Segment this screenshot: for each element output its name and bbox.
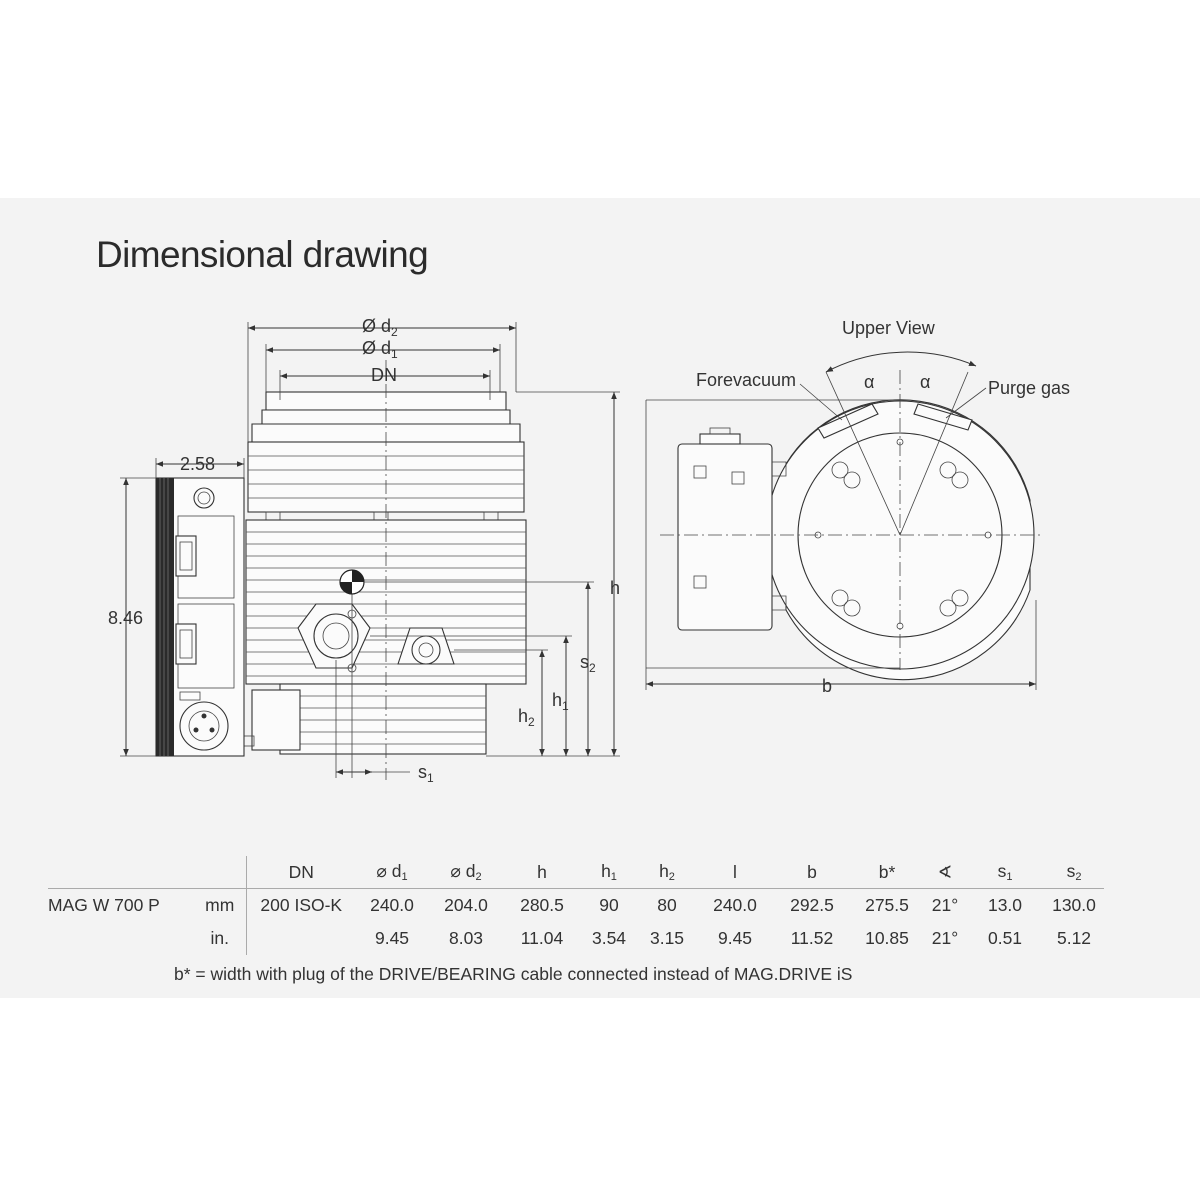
upper-housing xyxy=(248,442,524,512)
cell: 9.45 xyxy=(374,928,410,948)
cell: 292.5 xyxy=(790,895,834,915)
electronics-box-top xyxy=(678,444,772,630)
footnote: b* = width with plug of the DRIVE/BEARING cable connected instead of MAG.DRIVE iS xyxy=(174,964,853,984)
cell: 13.0 xyxy=(987,895,1023,915)
label-b: b xyxy=(822,676,833,696)
label-width-2-58: 2.58 xyxy=(180,454,216,474)
cell: 204.0 xyxy=(444,895,488,915)
cell: 11.52 xyxy=(790,928,834,948)
label-alpha-right: α xyxy=(920,372,931,392)
label-forevacuum: Forevacuum xyxy=(696,370,797,390)
header-s1: $s_1$ xyxy=(966,856,1044,889)
cell: 280.5 xyxy=(520,895,564,915)
model-name: MAG W 700 P xyxy=(48,895,160,915)
side-view xyxy=(108,316,620,785)
header-d1: ⌀ $d_1$ xyxy=(356,856,428,889)
label-h: h xyxy=(610,578,621,598)
dimensions-table xyxy=(48,856,1104,955)
header-l: l xyxy=(696,856,774,889)
label-s1: $s_1$ xyxy=(418,762,434,785)
header-h2: $h_2$ xyxy=(638,856,696,889)
label-alpha-left: α xyxy=(864,372,875,392)
label-phi-d2: Ø $d_2$ xyxy=(362,316,398,339)
label-phi-d1: Ø $d_1$ xyxy=(362,338,398,361)
table-row-in xyxy=(48,922,1104,955)
cell: 80 xyxy=(657,895,677,915)
cell: 8.03 xyxy=(448,928,484,948)
cell: 275.5 xyxy=(865,895,909,915)
label-upper-view: Upper View xyxy=(842,318,935,338)
page-title: Dimensional drawing xyxy=(96,234,429,275)
upper-view xyxy=(646,318,1070,696)
cell: 10.85 xyxy=(865,928,909,948)
header-dn: DN xyxy=(246,856,356,889)
table-row-mm xyxy=(48,889,1104,923)
cell: 21° xyxy=(931,895,959,915)
label-h2: $h_2$ xyxy=(518,706,535,729)
cell: 130.0 xyxy=(1052,895,1096,915)
header-d2: ⌀ $d_2$ xyxy=(428,856,504,889)
cell: 3.54 xyxy=(591,928,627,948)
cell: 240.0 xyxy=(370,895,414,915)
label-dn: DN xyxy=(371,365,397,385)
table-header-row xyxy=(48,856,1104,889)
header-angle: ∢ xyxy=(924,856,966,889)
label-purge-gas: Purge gas xyxy=(988,378,1071,398)
label-height-8-46: 8.46 xyxy=(108,608,144,628)
cell: 9.45 xyxy=(717,928,753,948)
unit-mm: mm xyxy=(194,889,246,923)
header-s2: $s_2$ xyxy=(1044,856,1104,889)
label-h1: $h_1$ xyxy=(552,690,569,713)
cell: 3.15 xyxy=(649,928,685,948)
unit-in: in. xyxy=(194,922,246,955)
cell: 21° xyxy=(931,928,959,948)
header-h: h xyxy=(504,856,580,889)
header-b: b xyxy=(774,856,850,889)
header-h1: $h_1$ xyxy=(580,856,638,889)
cell: 240.0 xyxy=(713,895,757,915)
lower-base xyxy=(280,684,486,754)
cell: 5.12 xyxy=(1056,928,1092,948)
cell xyxy=(246,922,356,955)
label-s2: $s_2$ xyxy=(580,652,596,675)
cell: 0.51 xyxy=(987,928,1023,948)
cell: 11.04 xyxy=(520,928,564,948)
header-b-star: b* xyxy=(850,856,924,889)
cell: 90 xyxy=(599,895,619,915)
cell: 200 ISO-K xyxy=(260,895,343,915)
